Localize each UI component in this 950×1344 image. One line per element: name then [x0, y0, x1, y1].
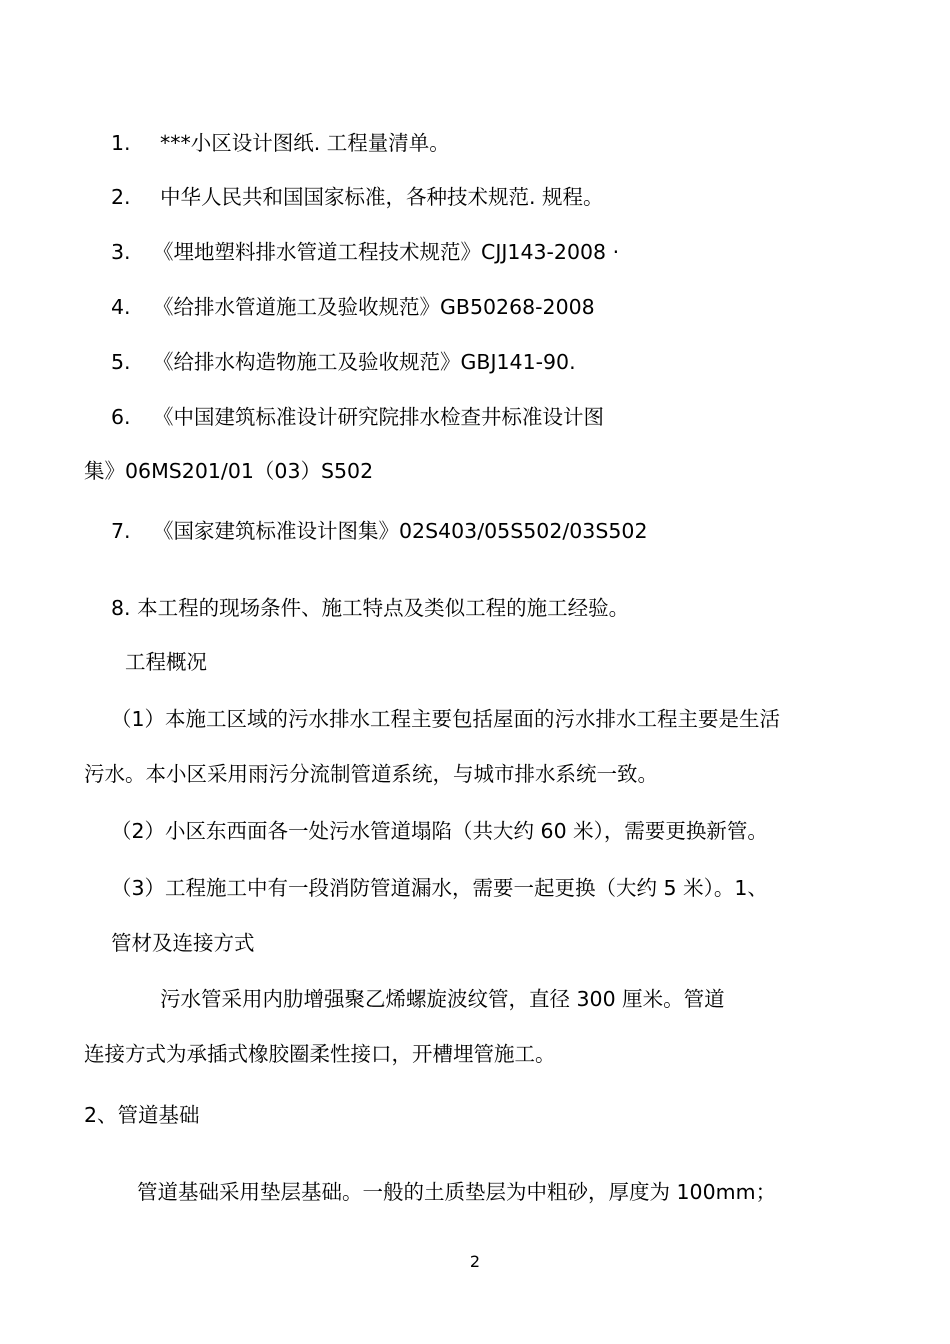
section-1-line-1: 污水管采用内肋增强聚乙烯螺旋波纹管，直径 300 厘米。管道	[160, 987, 725, 1011]
overview-paragraph-1-line-1: （1）本施工区域的污水排水工程主要包括屋面的污水排水工程主要是生活	[111, 707, 781, 731]
ref-item-5: 《给排水构造物施工及验收规范》GBJ141-90.	[153, 350, 576, 374]
ref-number-4: 4.	[111, 295, 131, 319]
overview-heading: 工程概况	[125, 650, 207, 674]
ref-item-8: 8. 本工程的现场条件、施工特点及类似工程的施工经验。	[111, 596, 630, 620]
ref-number-5: 5.	[111, 350, 131, 374]
section-2-heading: 2、管道基础	[84, 1103, 200, 1127]
ref-number-7: 7.	[111, 519, 131, 543]
ref-number-2: 2.	[111, 185, 131, 209]
overview-paragraph-2: （2）小区东西面各一处污水管道塌陷（共大约 60 米），需要更换新管。	[111, 819, 768, 843]
ref-item-3: 《埋地塑料排水管道工程技术规范》CJJ143-2008 ·	[153, 240, 620, 264]
ref-item-1: ***小区设计图纸. 工程量清单。	[160, 131, 450, 155]
overview-paragraph-3: （3）工程施工中有一段消防管道漏水，需要一起更换（大约 5 米）。1、	[111, 876, 768, 900]
ref-item-6: 《中国建筑标准设计研究院排水检查井标准设计图	[153, 405, 604, 429]
ref-item-4: 《给排水管道施工及验收规范》GB50268-2008	[153, 295, 595, 319]
section-2-line-1: 管道基础采用垫层基础。一般的土质垫层为中粗砂，厚度为 100mm；	[137, 1180, 777, 1204]
page-number: 2	[469, 1252, 481, 1271]
ref-item-2: 中华人民共和国国家标准，各种技术规范. 规程。	[160, 185, 604, 209]
ref-item-6-continuation: 集》06MS201/01（03）S502	[84, 459, 374, 483]
ref-number-3: 3.	[111, 240, 131, 264]
section-1-heading: 管材及连接方式	[111, 931, 255, 955]
ref-number-1: 1.	[111, 131, 131, 155]
ref-number-6: 6.	[111, 405, 131, 429]
overview-paragraph-1-line-2: 污水。本小区采用雨污分流制管道系统，与城市排水系统一致。	[84, 762, 658, 786]
ref-item-7: 《国家建筑标准设计图集》02S403/05S502/03S502	[153, 519, 648, 543]
section-1-line-2: 连接方式为承插式橡胶圈柔性接口，开槽埋管施工。	[84, 1042, 556, 1066]
